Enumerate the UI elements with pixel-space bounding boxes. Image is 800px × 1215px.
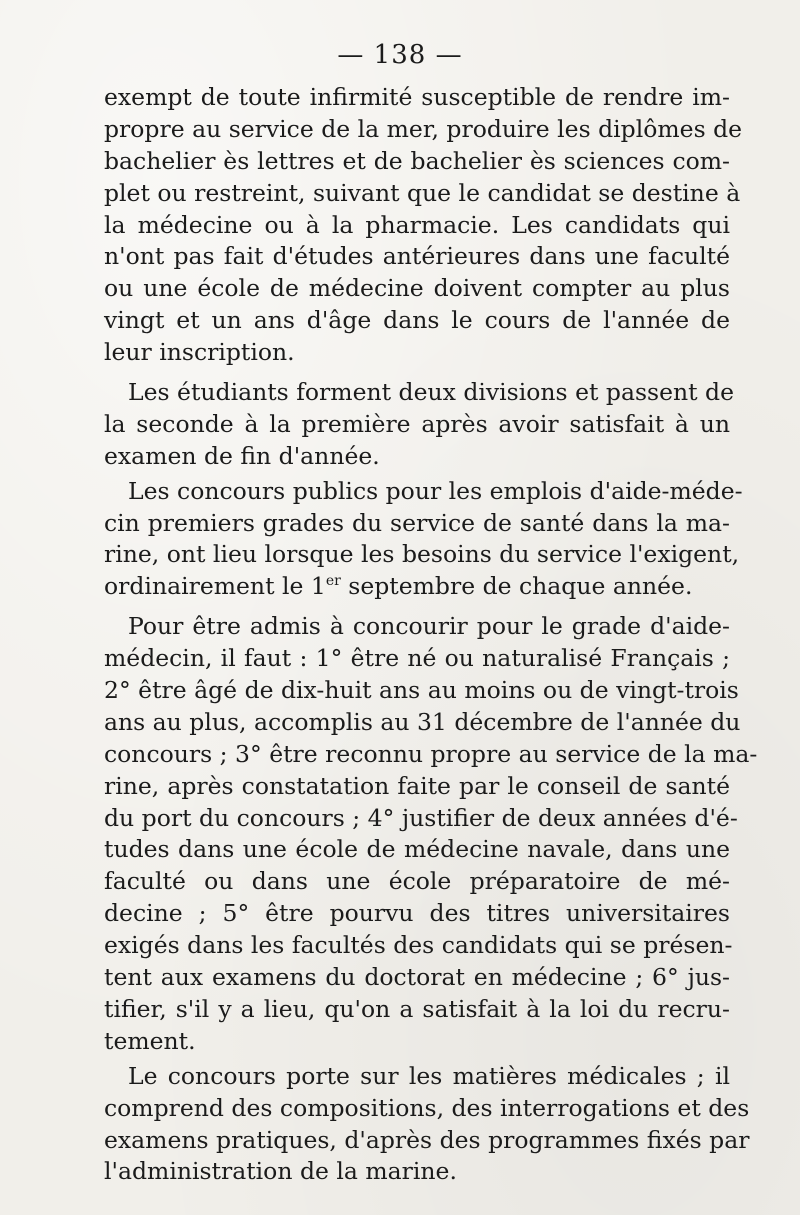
text-line: exempt de toute infirmité susceptible de rendre im- <box>104 83 730 111</box>
text-line: leur inscription. <box>104 338 295 367</box>
text-line: concours ; 3° être reconnu propre au service de la ma- <box>104 739 758 768</box>
superscript: er <box>325 573 341 590</box>
text-line: examen de fin d'année. <box>104 441 380 470</box>
paragraph-1 <box>104 82 743 369</box>
text-line: comprend des compositions, des interrogations et des <box>104 1093 750 1122</box>
text-line: la médecine ou à la pharmacie. Les candidats qui <box>104 210 730 239</box>
text-line: examens pratiques, d'après des programmes fixés par <box>104 1125 750 1154</box>
text-line: faculté ou dans une école préparatoire de mé- <box>104 867 730 896</box>
text-line: plet ou restreint, suivant que le candidat se destine à <box>104 178 741 207</box>
text-line: ou une école de médecine doivent compter au plus <box>104 274 730 303</box>
paragraph-5 <box>104 1061 750 1189</box>
body-text <box>104 82 758 1188</box>
text-line: cin premiers grades du service de santé dans la ma- <box>104 508 730 537</box>
text-line: rine, ont lieu lorsque les besoins du service l'exigent, <box>104 540 740 569</box>
text-line: tudes dans une école de médecine navale, dans une <box>104 835 730 864</box>
text-line: exigés dans les facultés des candidats qui se présen- <box>104 931 733 960</box>
text-line: decine ; 5° être pourvu des titres universitaires <box>104 899 730 928</box>
text-line: Pour être admis à concourir pour le grade d'aide- <box>128 612 730 641</box>
text-line <box>104 571 730 603</box>
text-line: Les étudiants forment deux divisions et passent de <box>128 378 734 407</box>
text-line: médecin, il faut : 1° être né ou naturalisé Français ; <box>104 644 730 673</box>
paragraph-2 <box>104 377 734 473</box>
text-line: tement. <box>104 1026 196 1055</box>
page-number: — 138 — <box>337 40 463 70</box>
text-line: tent aux examens du doctorat en médecine ; 6° jus- <box>104 963 730 992</box>
text-line: Les concours publics pour les emplois d'aide-méde- <box>128 476 743 505</box>
text-line: du port du concours ; 4° justifier de deux années d'é- <box>104 803 738 832</box>
text-line: rine, après constatation faite par le conseil de santé <box>104 771 730 800</box>
text-line: 2° être âgé de dix-huit ans au moins ou de vingt-trois <box>104 676 739 705</box>
paragraph-4 <box>104 611 758 1057</box>
text-line: n'ont pas fait d'études antérieures dans une faculté <box>104 242 730 271</box>
text-fragment: ordinairement le 1 <box>104 572 326 601</box>
text-line: propre au service de la mer, produire les diplômes de <box>104 114 743 143</box>
text-line: Le concours porte sur les matières médicales ; il <box>128 1061 730 1090</box>
paragraph-3 <box>104 476 743 604</box>
text-line: bachelier ès lettres et de bachelier ès sciences com- <box>104 146 730 175</box>
text-line: l'administration de la marine. <box>104 1157 457 1186</box>
text-line: ans au plus, accomplis au 31 décembre de l'année du <box>104 707 741 736</box>
text-fragment: septembre de chaque année. <box>340 572 693 601</box>
text-line: tifier, s'il y a lieu, qu'on a satisfait à la loi du recru- <box>104 994 730 1023</box>
text-line: vingt et un ans d'âge dans le cours de l'année de <box>104 306 730 335</box>
text-line: la seconde à la première après avoir satisfait à un <box>104 409 730 438</box>
